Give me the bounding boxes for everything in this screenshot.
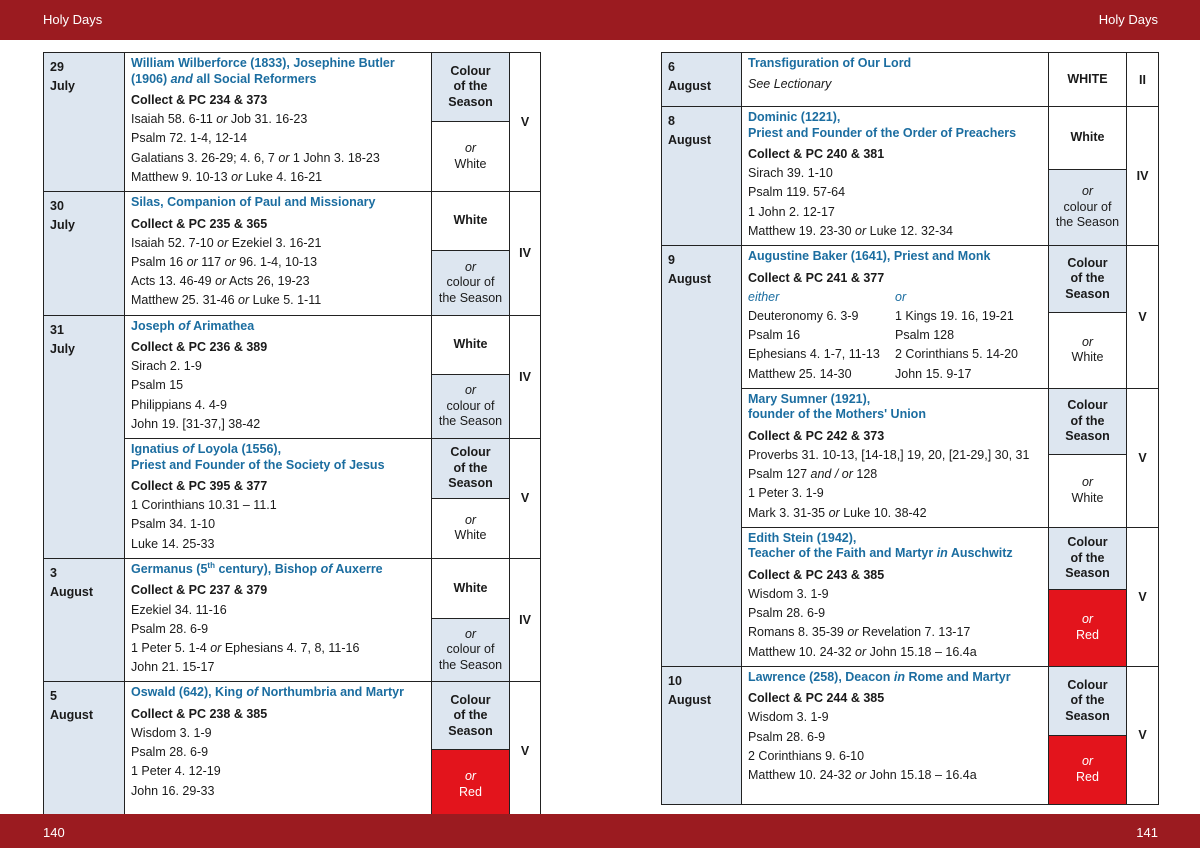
reading-line: John 21. 15-17	[131, 660, 215, 675]
reading-line: 1 Corinthians 10.31 – 11.1	[131, 498, 277, 513]
reading-line: Matthew 10. 24-32 or John 15.18 – 16.4a	[748, 644, 977, 659]
alternative-colour: or White	[1049, 312, 1127, 388]
date-cell: 10 August	[662, 666, 742, 804]
reading-line: Psalm 15	[131, 378, 184, 393]
saint-title: Germanus (5th century), Bishop of Auxerre	[131, 560, 383, 576]
left-calendar-table	[43, 52, 541, 820]
entry-cell	[125, 315, 432, 439]
alternative-colour: or colour of the Season	[1049, 170, 1127, 246]
reading-line: Matthew 19. 23-30 or Luke 12. 32-34	[748, 223, 954, 238]
alternative-colour: or White	[432, 498, 510, 558]
reading-line: Psalm 34. 1-10	[131, 517, 216, 532]
reading-line: Romans 8. 35-39 or Revelation 7. 13-17	[748, 625, 971, 640]
saint-title: Silas, Companion of Paul and Missionary	[131, 195, 376, 210]
entry-cell	[742, 527, 1049, 666]
collect-line: Collect & PC 244 & 385	[748, 691, 885, 706]
reading-line: Sirach 39. 1-10	[748, 166, 833, 181]
saint-title: Dominic (1221), Priest and Founder of the Order of Preachers	[748, 110, 1017, 140]
date-cell: 8 August	[662, 107, 742, 246]
collect-line: Collect & PC 242 & 373	[748, 428, 885, 443]
reading-line: John 16. 29-33	[131, 783, 215, 798]
reading-line: Matthew 9. 10-13 or Luke 4. 16-21	[131, 169, 323, 184]
reading-columns: either or	[748, 289, 907, 304]
liturgical-colour: Colour of the Season	[432, 439, 510, 499]
reading-line: Mark 3. 31-35 or Luke 10. 38-42	[748, 505, 927, 520]
entry-cell	[742, 388, 1049, 527]
date-cell: 3 August	[44, 558, 125, 682]
reading-line: Isaiah 52. 7-10 or Ezekiel 3. 16-21	[131, 235, 322, 250]
entry-cell	[125, 682, 432, 820]
entry-cell	[125, 53, 432, 192]
saint-title: Lawrence (258), Deacon in Rome and Martyr	[748, 669, 1011, 684]
reading-line: Psalm 119. 57-64	[748, 185, 846, 200]
saint-title: Augustine Baker (1641), Priest and Monk	[748, 249, 991, 264]
table-row	[662, 107, 1159, 170]
liturgical-colour: White	[432, 192, 510, 251]
liturgical-colour: Colour of the Season	[1049, 246, 1127, 313]
reading-line: Proverbs 31. 10-13, [14-18,] 19, 20, [21-29,] 30, 31	[748, 447, 1030, 462]
rank-cell: V	[510, 53, 541, 192]
alternative-colour: or White	[432, 121, 510, 191]
alternative-colour: or Red	[432, 750, 510, 820]
rank-cell: IV	[510, 315, 541, 439]
table-row	[662, 53, 1159, 107]
right-calendar-table	[661, 52, 1159, 805]
saint-title: Edith Stein (1942), Teacher of the Faith and Martyr in Auschwitz	[748, 530, 1013, 561]
date-cell: 6 August	[662, 53, 742, 107]
reading-line: 1 Peter 4. 12-19	[131, 764, 221, 779]
reading-line: 1 Peter 3. 1-9	[748, 486, 824, 501]
date-cell: 29 July	[44, 53, 125, 192]
reading-line: Matthew 10. 24-32 or John 15.18 – 16.4a	[748, 768, 977, 783]
date-cell: 9 August	[662, 246, 742, 667]
rank-cell: V	[510, 682, 541, 820]
collect-line: Collect & PC 235 & 365	[131, 216, 268, 231]
liturgical-colour: Colour of the Season	[432, 53, 510, 122]
saint-title: Oswald (642), King of Northumbria and Martyr	[131, 685, 404, 700]
collect-line: Collect & PC 241 & 377	[748, 270, 885, 285]
reading-line: Psalm 16 or 117 or 96. 1-4, 10-13	[131, 254, 318, 269]
date-cell: 31 July	[44, 315, 125, 558]
reading-line: Isaiah 58. 6-11 or Job 31. 16-23	[131, 112, 308, 127]
reading-line: 1 John 2. 12-17	[748, 204, 835, 219]
reading-line: Philippians 4. 4-9	[131, 397, 227, 412]
reading-line: Wisdom 3. 1-9	[748, 586, 829, 601]
reading-line: 2 Corinthians 9. 6-10	[748, 748, 865, 763]
alternative-colour: or Red	[1049, 735, 1127, 804]
collect-line: Collect & PC 395 & 377	[131, 479, 268, 494]
collect-line: Collect & PC 243 & 385	[748, 567, 885, 582]
rank-cell: V	[1127, 246, 1159, 389]
collect-line: Collect & PC 238 & 385	[131, 706, 268, 721]
entry-cell	[742, 53, 1049, 107]
saint-title: Ignatius of Loyola (1556), Priest and Founder of the Society of Jesus	[131, 442, 385, 472]
reading-line: Galatians 3. 26-29; 4. 6, 7 or 1 John 3. 18-23	[131, 150, 380, 165]
table-row	[662, 666, 1159, 735]
table-row	[662, 246, 1159, 313]
entry-cell	[125, 192, 432, 316]
liturgical-colour: White	[432, 558, 510, 618]
date-cell: 5 August	[44, 682, 125, 820]
saint-title: Mary Sumner (1921), founder of the Mothers' Union	[748, 391, 926, 422]
liturgical-colour: White	[1049, 107, 1127, 170]
running-head-left: Holy Days	[43, 12, 103, 27]
header-bar	[0, 0, 1200, 40]
saint-title: William Wilberforce (1833), Josephine Butler (1906) and all Social Reformers	[131, 56, 395, 86]
liturgical-colour: Colour of the Season	[1049, 666, 1127, 735]
reading-line: Deuteronomy 6. 3-9 1 Kings 19. 16, 19-21	[748, 308, 1014, 323]
running-head-right: Holy Days	[1098, 12, 1158, 27]
collect-line: Collect & PC 236 & 389	[131, 340, 268, 355]
liturgical-colour: White	[432, 315, 510, 375]
reading-line: John 19. [31-37,] 38-42	[131, 416, 261, 431]
reading-line: Ezekiel 34. 11-16	[131, 602, 227, 617]
reading-line: Psalm 28. 6-9	[748, 606, 826, 621]
reading-line: Wisdom 3. 1-9	[748, 710, 829, 725]
entry-cell	[125, 439, 432, 559]
entry-cell	[742, 666, 1049, 804]
entry-cell	[742, 107, 1049, 246]
collect-line: Collect & PC 234 & 373	[131, 93, 268, 107]
reading-line: 1 Peter 5. 1-4 or Ephesians 4. 7, 8, 11-16	[131, 640, 360, 655]
collect-line: Collect & PC 237 & 379	[131, 583, 268, 598]
reading-line: Psalm 127 and / or 128	[748, 467, 878, 482]
alternative-colour: or colour of the Season	[432, 251, 510, 315]
reading-line: Psalm 28. 6-9	[131, 745, 209, 760]
reading-line: Wisdom 3. 1-9	[131, 726, 212, 741]
rank-cell: IV	[1127, 107, 1159, 246]
table-row	[44, 192, 541, 251]
rank-cell: V	[1127, 527, 1159, 666]
alternative-colour: or colour of the Season	[432, 619, 510, 682]
page-number-left: 140	[43, 825, 65, 840]
entry-cell	[125, 558, 432, 682]
footer-bar	[0, 814, 1200, 848]
reading-line: Matthew 25. 31-46 or Luke 5. 1-11	[131, 293, 322, 308]
reading-line: Psalm 72. 1-4, 12-14	[131, 131, 248, 146]
reading-line: Psalm 28. 6-9	[748, 729, 826, 744]
alternative-colour: or colour of the Season	[432, 375, 510, 439]
reading-line: Acts 13. 46-49 or Acts 26, 19-23	[131, 274, 310, 289]
rank-cell: V	[510, 439, 541, 559]
table-row	[44, 558, 541, 618]
rank-cell: V	[1127, 388, 1159, 527]
liturgical-colour: Colour of the Season	[1049, 527, 1127, 589]
reading-line: Psalm 28. 6-9	[131, 621, 209, 636]
liturgical-colour: WHITE	[1049, 53, 1127, 107]
rank-cell: V	[1127, 666, 1159, 804]
alternative-colour: or Red	[1049, 589, 1127, 666]
reading-line: Matthew 25. 14-30 John 15. 9-17	[748, 366, 972, 381]
saint-title: Joseph of Arimathea	[131, 318, 255, 333]
date-cell: 30 July	[44, 192, 125, 316]
table-row	[44, 53, 541, 122]
rank-cell: IV	[510, 558, 541, 682]
lectionary-note: See Lectionary	[748, 76, 832, 91]
rank-cell: II	[1127, 53, 1159, 107]
reading-line: Psalm 16 Psalm 128	[748, 328, 955, 343]
saint-title: Transfiguration of Our Lord	[748, 56, 912, 70]
collect-line: Collect & PC 240 & 381	[748, 147, 885, 161]
rank-cell: IV	[510, 192, 541, 316]
alternative-colour: or White	[1049, 455, 1127, 528]
liturgical-colour: Colour of the Season	[1049, 388, 1127, 454]
reading-line: Luke 14. 25-33	[131, 536, 215, 551]
liturgical-colour: Colour of the Season	[432, 682, 510, 750]
reading-line: Ephesians 4. 1-7, 11-13 2 Corinthians 5. 14-20	[748, 347, 1018, 362]
table-row	[44, 682, 541, 750]
table-row	[44, 315, 541, 375]
page-number-right: 141	[1136, 825, 1158, 840]
entry-cell	[742, 246, 1049, 389]
reading-line: Sirach 2. 1-9	[131, 359, 202, 374]
